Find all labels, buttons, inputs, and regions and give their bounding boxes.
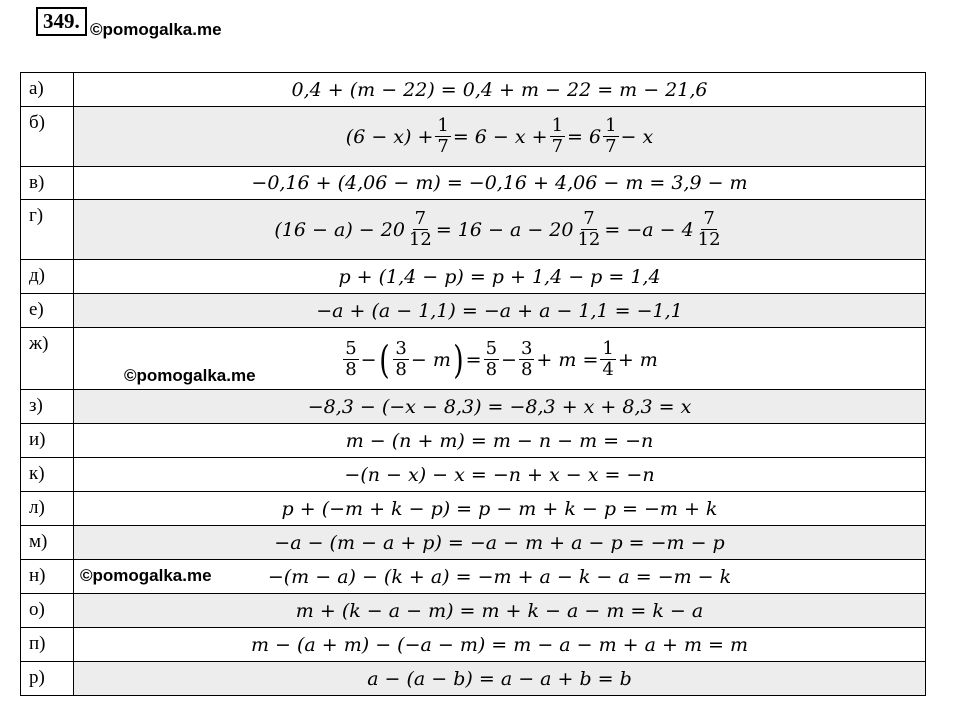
row-expression: −a − (m − a + p) = −a − m + a − p = −m − p — [74, 526, 926, 560]
row-expression: 0,4 + (m − 22) = 0,4 + m − 22 = m − 21,6 — [74, 73, 926, 107]
watermark-header: ©pomogalka.me — [90, 20, 222, 39]
row-expression — [74, 560, 926, 594]
denominator: 12 — [577, 229, 601, 250]
denominator: 7 — [605, 136, 617, 157]
fraction — [343, 339, 358, 380]
row-label: о) — [21, 594, 74, 628]
row-label: м) — [21, 526, 74, 560]
table-row — [21, 167, 926, 200]
expr-part: (6 − x) + — [345, 125, 434, 148]
row-expression: m + (k − a − m) = m + k − a − m = k − a — [74, 594, 926, 628]
row-label: ж) — [21, 328, 74, 390]
row-label: р) — [21, 662, 74, 696]
expr-part: = 6 − x + — [452, 125, 548, 148]
denominator: 8 — [485, 359, 498, 380]
numerator: 1 — [605, 115, 617, 136]
fraction — [600, 339, 615, 380]
fraction — [484, 339, 499, 380]
table-row — [21, 390, 926, 424]
row-expression: −(n − x) − x = −n + x − x = −n — [74, 458, 926, 492]
row-expression: p + (1,4 − p) = p + 1,4 − p = 1,4 — [74, 260, 926, 294]
fraction — [603, 116, 618, 157]
row-expression: m − (n + m) = m − n − m = −n — [74, 424, 926, 458]
numerator: 3 — [395, 338, 407, 359]
denominator: 8 — [395, 359, 407, 380]
row-label: е) — [21, 294, 74, 328]
table-row — [21, 458, 926, 492]
row-label: п) — [21, 628, 74, 662]
table-row — [21, 107, 926, 167]
row-expression — [74, 200, 926, 260]
table-row — [21, 560, 926, 594]
fraction — [435, 116, 450, 157]
row-label: и) — [21, 424, 74, 458]
denominator: 4 — [602, 359, 614, 380]
table-row — [21, 424, 926, 458]
row-expression: m − (a + m) − (−a − m) = m − a − m + a + m = m — [74, 628, 926, 662]
watermark-row: ©pomogalka.me — [80, 566, 212, 585]
row-label: л) — [21, 492, 74, 526]
table-row — [21, 260, 926, 294]
table-row — [21, 628, 926, 662]
denominator: 8 — [345, 359, 357, 380]
row-expression — [74, 328, 926, 390]
expr-part: = −a − 4 — [604, 218, 694, 241]
solutions-table — [20, 72, 926, 696]
denominator: 12 — [697, 229, 721, 250]
watermark-row: ©pomogalka.me — [124, 366, 256, 385]
expr-part: (16 − a) − 20 — [274, 218, 405, 241]
table-row — [21, 294, 926, 328]
row-expression: −a + (a − 1,1) = −a + a − 1,1 = −1,1 — [74, 294, 926, 328]
row-label: н) — [21, 560, 74, 594]
row-label: а) — [21, 73, 74, 107]
table-row — [21, 662, 926, 696]
right-paren: ) — [453, 337, 464, 382]
denominator: 7 — [551, 136, 564, 157]
expr-part: + m = — [536, 348, 599, 371]
expr-part: = — [465, 348, 482, 371]
denominator: 12 — [408, 229, 432, 250]
numerator: 1 — [551, 115, 564, 136]
numerator: 5 — [345, 338, 357, 359]
expr-part: − x — [620, 125, 654, 148]
table-row — [21, 594, 926, 628]
expr-part: = 6 — [567, 125, 602, 148]
table-row — [21, 200, 926, 260]
row-label: д) — [21, 260, 74, 294]
numerator: 5 — [485, 338, 498, 359]
fraction — [393, 339, 408, 380]
fraction — [407, 209, 434, 250]
fraction — [696, 209, 723, 250]
row-label: г) — [21, 200, 74, 260]
row-label: в) — [21, 167, 74, 200]
left-paren: ( — [378, 337, 390, 382]
numerator: 7 — [583, 208, 595, 229]
numerator: 7 — [703, 208, 715, 229]
table-row — [21, 526, 926, 560]
row-expression: p + (−m + k − p) = p − m + k − p = −m + k — [74, 492, 926, 526]
numerator: 7 — [414, 208, 427, 229]
row-expression — [74, 107, 926, 167]
expr-part: − — [360, 348, 377, 371]
fraction — [519, 339, 534, 380]
expr-part: = 16 − a − 20 — [435, 218, 574, 241]
expr-text: −(m − a) − (k + a) = −m + a − k − a = −m − k — [267, 565, 732, 588]
expr-part: − m — [410, 348, 451, 371]
denominator: 8 — [520, 359, 533, 380]
table-row — [21, 492, 926, 526]
expr-part: + m — [617, 348, 658, 371]
row-label: з) — [21, 390, 74, 424]
denominator: 7 — [437, 136, 449, 157]
fraction — [575, 209, 602, 250]
numerator: 1 — [602, 338, 614, 359]
row-label: к) — [21, 458, 74, 492]
row-expression: −0,16 + (4,06 − m) = −0,16 + 4,06 − m = 3,9 − m — [74, 167, 926, 200]
numerator: 1 — [437, 115, 449, 136]
numerator: 3 — [520, 338, 533, 359]
row-label: б) — [21, 107, 74, 167]
table-row — [21, 73, 926, 107]
fraction — [550, 116, 565, 157]
exercise-number: 349. — [36, 7, 87, 36]
expr-part: − — [501, 348, 517, 371]
row-expression: −8,3 − (−x − 8,3) = −8,3 + x + 8,3 = x — [74, 390, 926, 424]
row-expression: a − (a − b) = a − a + b = b — [74, 662, 926, 696]
table-row — [21, 328, 926, 390]
